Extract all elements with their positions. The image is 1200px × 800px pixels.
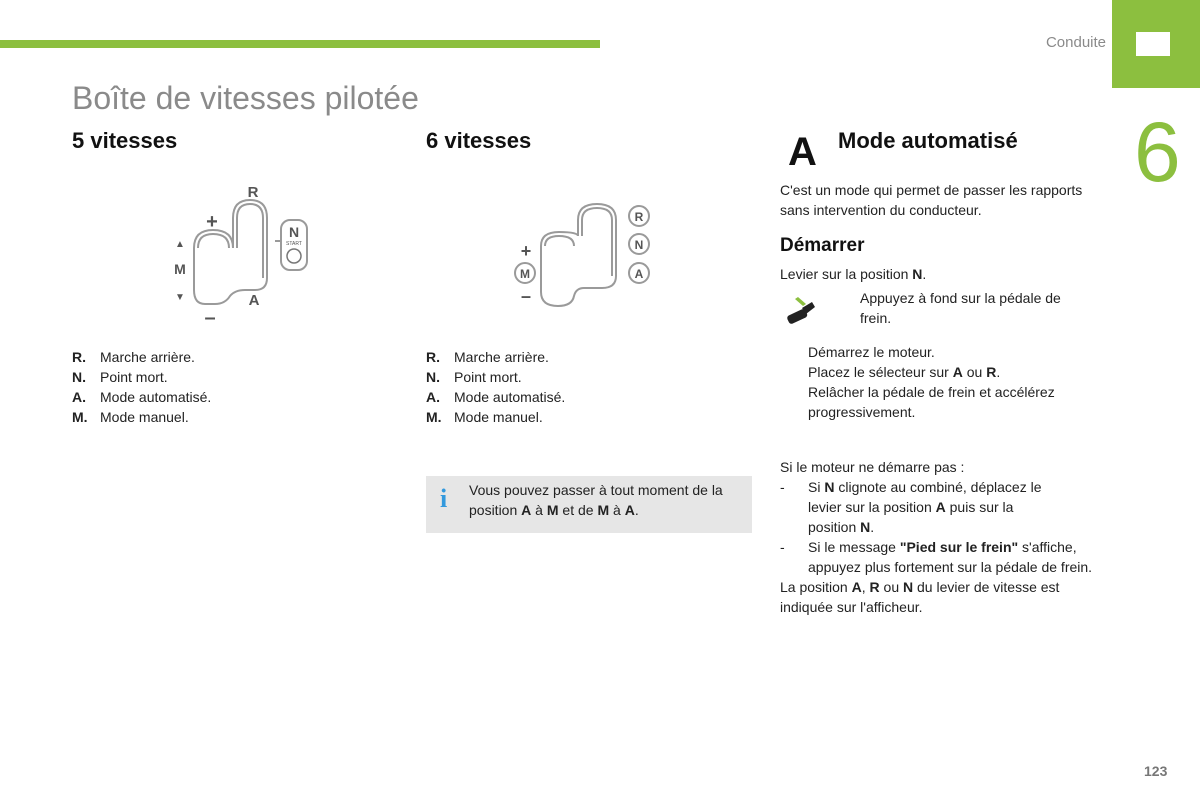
diag5-m-label: M (174, 261, 186, 277)
diag6-minus-label: – (520, 286, 532, 306)
legend-item: N. Point mort. (72, 369, 168, 385)
chapter-tab-square (1136, 32, 1170, 56)
diag6-plus-label: + (520, 241, 532, 261)
list-item: - Si N clignote au combiné, déplacez le levier sur la position A puis sur la position N. (780, 479, 1042, 535)
display-note: La position A, R ou N du levier de vitesse est indiquée sur l'afficheur. (780, 579, 1060, 615)
subheading-start: Démarrer (780, 235, 865, 256)
legend-item: R. Marche arrière. (72, 349, 195, 365)
legend-item: N. Point mort. (426, 369, 522, 385)
page-title: Boîte de vitesses pilotée (72, 80, 419, 116)
diag5-n-label: N (288, 224, 300, 240)
heading-5-speed: 5 vitesses (72, 128, 178, 153)
diag5-plus-label: + (206, 211, 218, 233)
diag5-a-label: A (248, 292, 260, 309)
gear-diagram-6-speed (510, 196, 660, 316)
diag6-n-label: N (634, 238, 644, 252)
legend-item: A. Mode automatisé. (426, 389, 566, 405)
page-number: 123 (1144, 763, 1168, 779)
diag6-m-label: M (520, 267, 530, 281)
legend-item: M. Mode manuel. (72, 409, 189, 425)
gear-diagram-5-speed (160, 178, 320, 328)
start-steps (780, 342, 1100, 422)
auto-mode-icon: A (788, 130, 817, 174)
diag6-a-label: A (634, 267, 644, 281)
legend-item: A. Mode automatisé. (72, 389, 212, 405)
legend-6-speed (426, 347, 726, 427)
legend-5-speed (72, 347, 372, 427)
auto-mode-intro: C'est un mode qui permet de passer les rapports sans intervention du conducteur. (780, 182, 1083, 218)
troubleshooting-intro: Si le moteur ne démarre pas : (780, 459, 965, 475)
info-icon: i (440, 484, 448, 513)
heading-6-speed: 6 vitesses (426, 128, 532, 153)
legend-item: R. Marche arrière. (426, 349, 549, 365)
heading-auto-mode: Mode automatisé (838, 128, 1018, 153)
diag5-r-label: R (247, 184, 259, 201)
bullet-marker (832, 288, 860, 328)
diag5-down-arrow-icon: ▼ (175, 292, 185, 303)
diag5-up-arrow-icon: ▲ (175, 239, 185, 250)
diag5-start-button-icon (287, 249, 301, 263)
diag6-r-label: R (634, 210, 644, 224)
header-accent-bar (0, 40, 600, 48)
info-text: Vous pouvez passer à tout moment de la position A à M et de M à A. (469, 482, 723, 518)
lever-position-text: Levier sur la position N. (780, 266, 927, 282)
foot-on-brake-icon (784, 294, 818, 328)
legend-item: M. Mode manuel. (426, 409, 543, 425)
list-item: Démarrez le moteur. (808, 344, 935, 360)
list-item: Relâcher la pédale de frein et accélérez progressivement. (808, 384, 1055, 420)
section-label: Conduite (1045, 34, 1106, 51)
list-item: - Si le message "Pied sur le frein" s'affiche, appuyez plus fortement sur la pédale de frein. (780, 539, 1093, 575)
chapter-number: 6 (1134, 105, 1181, 199)
diag5-minus-label: – (204, 307, 216, 328)
list-item: Placez le sélecteur sur A ou R. (808, 364, 1001, 380)
troubleshooting (780, 457, 1110, 617)
brake-step: Appuyez à fond sur la pédale de frein. (832, 288, 1092, 328)
diag5-start-label: START (286, 241, 302, 247)
